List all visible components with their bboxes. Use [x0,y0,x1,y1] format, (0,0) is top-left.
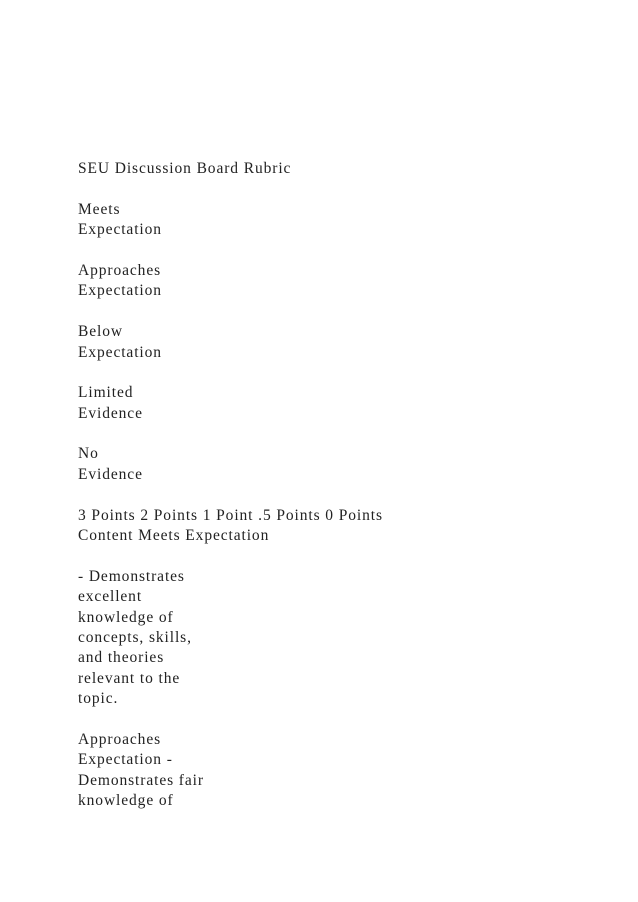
description-line: excellent [78,588,143,606]
level-label-line: Limited [78,384,134,402]
level-below-expectation [78,322,598,363]
description-line: Approaches [78,730,162,748]
description-line: Expectation - [78,751,173,769]
description-line: Demonstrates fair [78,771,204,789]
level-label-line: Below [78,323,123,341]
level-label-line: Expectation [78,343,162,361]
points-and-content-block [78,506,598,547]
level-label-line: Meets [78,200,121,218]
description-line: knowledge of [78,608,174,626]
approaches-description [78,730,598,812]
level-label-line: No [78,445,99,463]
level-meets-expectation [78,200,598,241]
level-label-line: Expectation [78,221,162,239]
meets-description [78,567,598,710]
description-line: knowledge of [78,792,174,810]
description-line: - Demonstrates [78,567,185,585]
description-line: and theories [78,649,165,667]
points-row: 3 Points 2 Points 1 Point .5 Points 0 Points [78,506,383,524]
level-label-line: Evidence [78,465,143,483]
level-limited-evidence [78,383,598,424]
description-line: concepts, skills, [78,628,192,646]
rubric-text [78,159,598,832]
level-no-evidence [78,444,598,485]
document-title: SEU Discussion Board Rubric [78,160,292,177]
level-approaches-expectation [78,261,598,302]
level-label-line: Approaches [78,261,162,279]
description-line: topic. [78,690,119,708]
description-line: relevant to the [78,669,181,687]
level-label-line: Evidence [78,404,143,422]
document-title-block [78,159,598,179]
content-row: Content Meets Expectation [78,527,270,545]
level-label-line: Expectation [78,282,162,300]
